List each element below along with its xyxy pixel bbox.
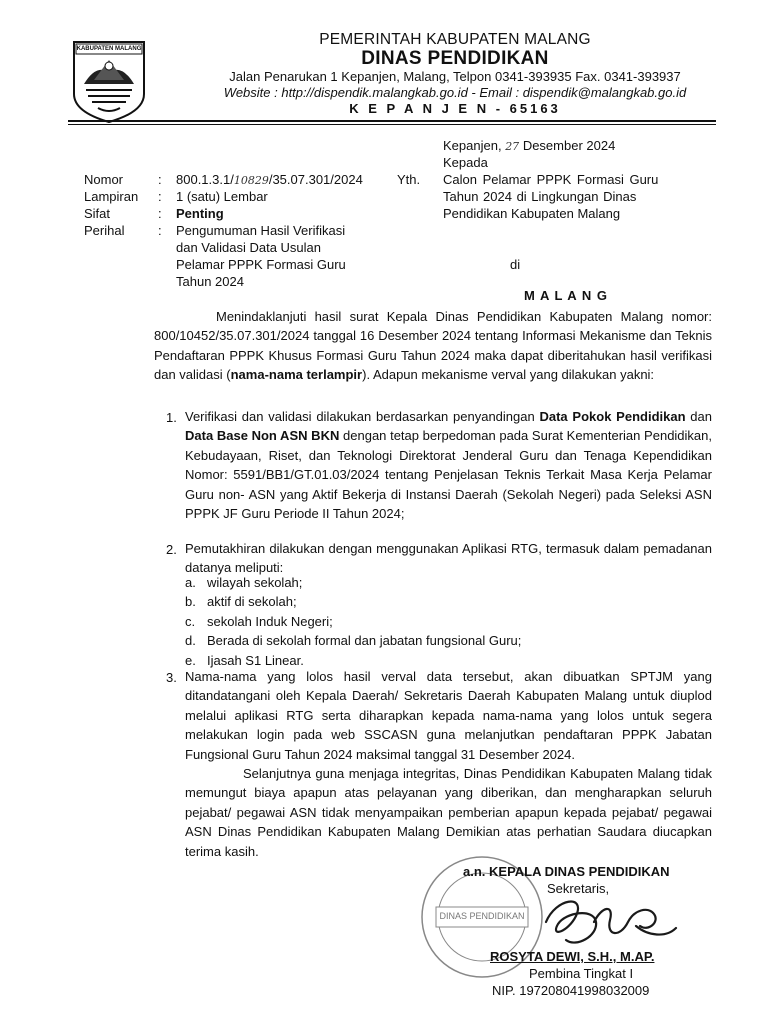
logo-caption: KABUPATEN MALANG <box>76 46 142 52</box>
item-number: 3. <box>166 670 177 685</box>
sub-item: c. sekolah Induk Negeri; <box>185 613 333 629</box>
item-3: Nama-nama yang lolos hasil verval data tersebut, akan dibuatkan SPTJM yang ditandatangani oleh Kepala Daerah/ Sekretaris Daerah Kabupaten Malang untuk diuplod melalui aplikasi RTG serta diharapkan kepada nama-nama yang lolos untuk segera melakukan login pada web SSCASN guna melanjutkan pendaftaran PPPK Jabatan Fungsional Guru Tahun 2024 maksimal tanggal 31 Desember 2024. <box>185 669 712 762</box>
intro-paragraph: Menindaklanjuti hasil surat Kepala Dinas Pendidikan Kabupaten Malang nomor: 800/10452/35.07.301/2024 tanggal 16 Desember 2024 tentang Informasi Mekanisme dan Teknis Pendaftaran PPPK Khusus Formasi Guru Tahun 2024 maka dapat diberitahukan hasil verifikasi dan validasi (nama-nama terlampir). Adapun mekanisme verval yang dilakukan yakni: <box>154 309 712 383</box>
agency-name: DINAS PENDIDIKAN <box>361 48 549 69</box>
sub-list <box>185 573 685 670</box>
lampiran-value: 1 (satu) Lembar <box>176 189 268 204</box>
signatory-rank: Pembina Tingkat I <box>529 966 634 981</box>
regency-logo <box>70 40 148 124</box>
perihal-line: Tahun 2024 <box>176 274 244 289</box>
item-number: 2. <box>166 542 177 557</box>
nomor-value: 800.1.3.1/10829/35.07.301/2024 <box>176 172 363 187</box>
colon: : <box>158 206 162 221</box>
perihal-line: Pengumuman Hasil Verifikasi <box>176 223 346 238</box>
stamp-label: DINAS PENDIDIKAN <box>439 911 525 921</box>
colon: : <box>158 223 162 238</box>
nomor-label: Nomor <box>84 172 124 187</box>
sub-item: e. Ijasah S1 Linear. <box>185 652 304 668</box>
sifat-label: Sifat <box>84 206 111 221</box>
perihal-line: dan Validasi Data Usulan <box>176 240 322 255</box>
recipient-line: Pendidikan Kabupaten Malang <box>443 206 621 221</box>
place-date: Kepanjen, 27 Desember 2024 <box>443 138 616 153</box>
recipient-city: M A L A N G <box>524 288 608 303</box>
header-rule-thin <box>68 124 716 125</box>
sifat-value: Penting <box>176 206 224 221</box>
header-rule-thick <box>68 120 716 122</box>
signatory-name: ROSYTA DEWI, S.H., M.AP. <box>490 949 655 964</box>
colon: : <box>158 172 162 187</box>
recipient-line: Tahun 2024 di Lingkungan Dinas <box>443 189 637 204</box>
signatory-role: Sekretaris, <box>547 881 610 896</box>
item-number: 1. <box>166 410 177 425</box>
signatory-nip: NIP. 197208041998032009 <box>492 983 650 998</box>
handwritten-signature <box>536 892 686 954</box>
yth-label: Yth. <box>397 172 421 187</box>
closing-paragraph: Selanjutnya guna menjaga integritas, Dinas Pendidikan Kabupaten Malang tidak memungut biaya apapun atas pelayanan yang diberikan, dan mengharapkan seluruh pejabat/ pegawai ASN tidak menyampaikan pemberian apapun kepada pejabat/ pegawai ASN Dinas Pendidikan Kabupaten Malang Demikian atas perhatian Saudara diucapkan terima kasih. <box>185 766 712 859</box>
agency-contact: Website : http://dispendik.malangkab.go.id - Email : dispendik@malangkab.go.id <box>223 85 687 100</box>
sub-item: d. Berada di sekolah formal dan jabatan fungsional Guru; <box>185 633 522 649</box>
colon: : <box>158 189 162 204</box>
lampiran-label: Lampiran <box>84 189 139 204</box>
di-label: di <box>510 257 521 272</box>
agency-address: Jalan Penarukan 1 Kepanjen, Malang, Telpon 0341-393935 Fax. 0341-393937 <box>229 69 681 84</box>
item-1: Verifikasi dan validasi dilakukan berdasarkan penyandingan Data Pokok Pendidikan dan Data Base Non ASN BKN dengan tetap berpedoman pada Surat Kementerian Pendidikan, Kebudayaan, Riset, dan Teknologi Direktorat Jenderal Guru dan Tenaga Kependidikan Nomor: 5591/BB1/GT.01.03/2024 tentang Penjelasan Teknis Terkait Masa Kerja Pelamar Guru non- ASN yang Aktif Bekerja di Instansi Daerah (Sekolah Negeri) pada Seleksi ASN PPPK JF Guru Periode II Tahun 2024; <box>185 409 713 522</box>
perihal-label: Perihal <box>84 223 125 238</box>
agency-city: K E P A N J E N - 65163 <box>349 101 561 116</box>
perihal-line: Pelamar PPPK Formasi Guru <box>176 257 346 272</box>
sub-item: b. aktif di sekolah; <box>185 594 297 610</box>
government-name: PEMERINTAH KABUPATEN MALANG <box>319 31 591 48</box>
item-2: Pemutakhiran dilakukan dengan menggunakan Aplikasi RTG, termasuk dalam pemadanan datanya meliputi: <box>185 541 712 576</box>
sub-item: a. wilayah sekolah; <box>185 575 303 590</box>
signatory-on-behalf: a.n. KEPALA DINAS PENDIDIKAN <box>463 864 670 879</box>
recipient-line: Calon Pelamar PPPK Formasi Guru <box>443 172 659 187</box>
kepada-label: Kepada <box>443 155 488 170</box>
